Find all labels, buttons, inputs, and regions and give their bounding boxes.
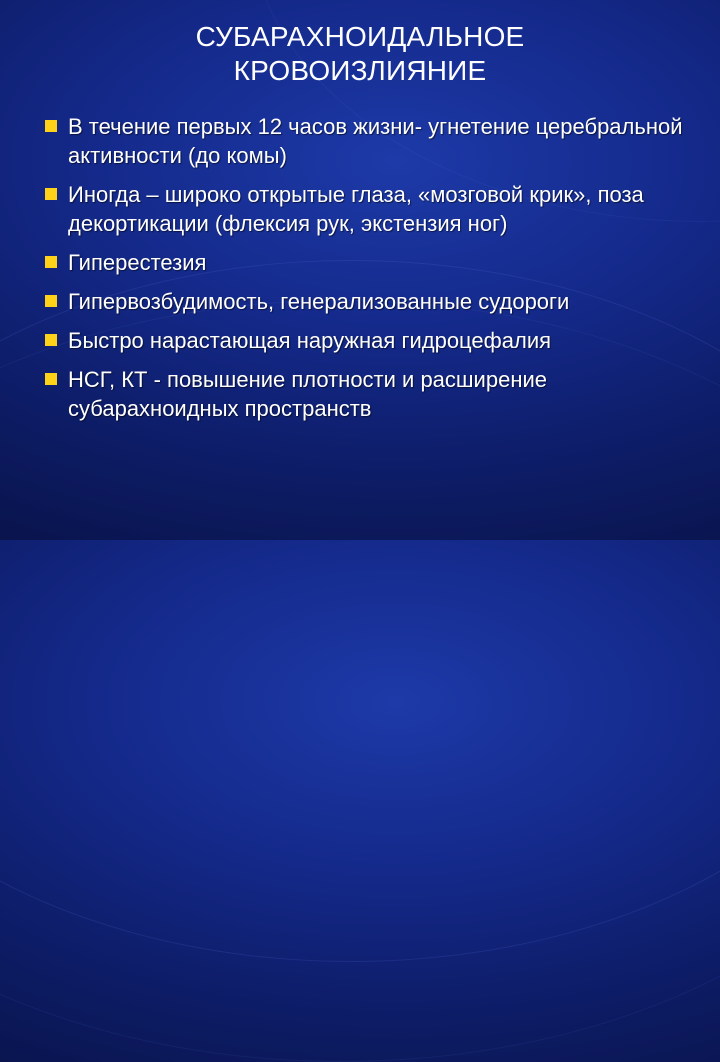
- bullet-item: [44, 180, 684, 238]
- slide-title: [60, 20, 660, 88]
- bullet-item: [44, 365, 684, 423]
- bullet-text: В течение первых 12 часов жизни- угнетение церебральной активности (до комы): [68, 114, 683, 168]
- bullet-text: Быстро нарастающая наружная гидроцефалия: [68, 328, 552, 353]
- square-bullet-icon: [45, 256, 57, 268]
- bullet-text: НСГ, КТ - повышение плотности и расширение субарахноидных пространств: [68, 367, 547, 421]
- bullet-item: [44, 248, 684, 277]
- square-bullet-icon: [45, 373, 57, 385]
- slide-title-line-1: СУБАРАХНОИДАЛЬНОЕ: [195, 21, 525, 52]
- bullet-list: [44, 112, 684, 433]
- square-bullet-icon: [45, 334, 57, 346]
- bullet-text: Гипервозбудимость, генерализованные судороги: [68, 289, 570, 314]
- bullet-text: Иногда – широко открытые глаза, «мозговой крик», поза декортикации (флексия рук, экстензия ног): [68, 182, 644, 236]
- slide-title-line-2: КРОВОИЗЛИЯНИЕ: [233, 55, 487, 86]
- square-bullet-icon: [45, 188, 57, 200]
- bullet-text: Гиперестезия: [68, 250, 207, 275]
- bullet-item: [44, 326, 684, 355]
- bullet-item: [44, 287, 684, 316]
- square-bullet-icon: [45, 295, 57, 307]
- square-bullet-icon: [45, 120, 57, 132]
- bullet-item: [44, 112, 684, 170]
